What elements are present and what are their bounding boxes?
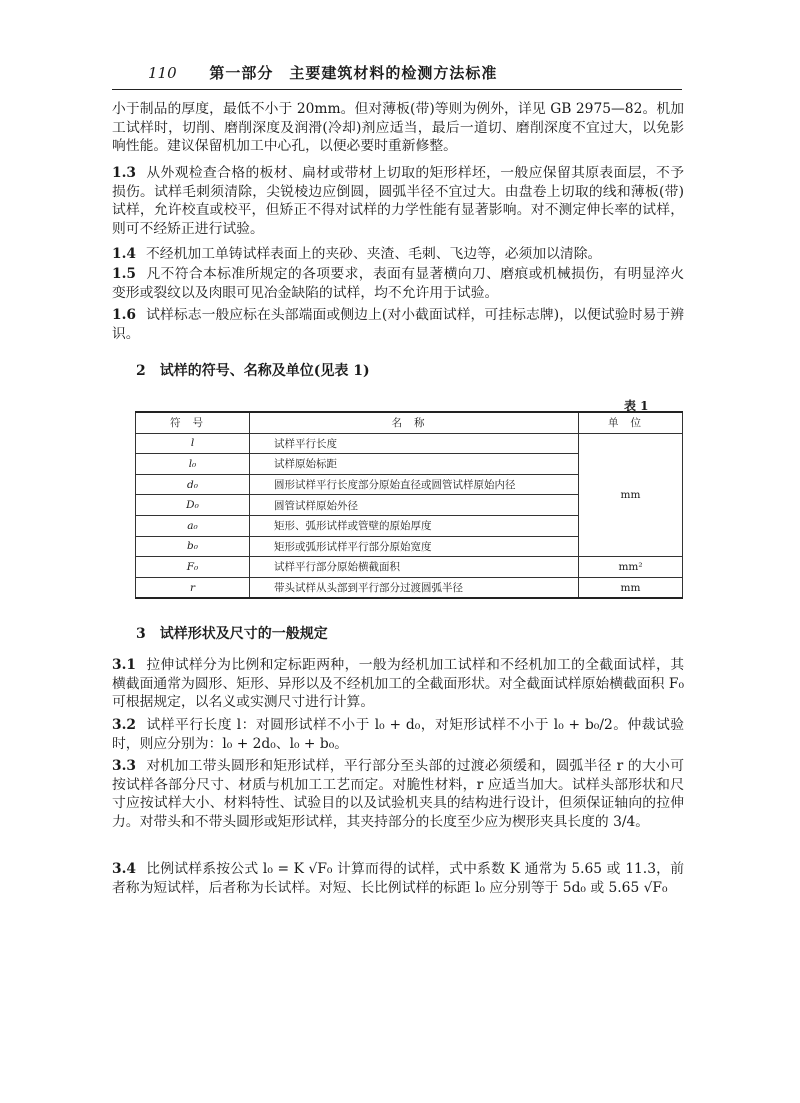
clause-number: 1.4 [112, 246, 137, 262]
clause-number: 1.5 [112, 266, 137, 282]
header-unit: 单位 [579, 412, 683, 433]
unit-cell-r: mm [579, 577, 683, 598]
paragraph-3-1 [112, 656, 684, 712]
clause-number: 3.2 [112, 717, 137, 733]
header-rule [112, 89, 682, 90]
paragraph-1-6 [112, 306, 684, 343]
table-row [136, 557, 683, 578]
name-cell: 矩形、弧形试样或管壁的原始厚度 [250, 515, 579, 536]
clause-number: 1.3 [112, 165, 137, 181]
paragraph-text: 试样平行长度 l：对圆形试样不小于 l₀ + d₀，对矩形试样不小于 l₀ + b₀/2。仲裁试验时，则应分别为：l₀ + 2d₀、l₀ + b₀。 [112, 717, 684, 752]
page-number: 110 [148, 64, 177, 82]
symbols-table [135, 411, 683, 599]
paragraph-text: 试样标志一般应标在头部端面或侧边上(对小截面试样，可挂标志牌)，以便试验时易于辨识。 [112, 307, 684, 342]
paragraph-3-3 [112, 757, 684, 831]
unit-cell-area: mm² [579, 557, 683, 578]
section-number: 2 [136, 363, 146, 379]
running-title: 第一部分 主要建筑材料的检测方法标准 [209, 64, 498, 82]
name-cell: 试样平行长度 [250, 433, 579, 454]
section-3-heading [136, 623, 328, 643]
clause-number: 3.4 [112, 861, 137, 877]
paragraph-text: 对机加工带头圆形和矩形试样，平行部分至头部的过渡必须缓和，圆弧半径 r 的大小可按试样各部分尺寸、材质与机加工工艺而定。对脆性材料，r 应适当加大。试样头部形状和尺寸应按试样大小、材料特性、试验目的以及试验机夹具的结构进行设计，但须保证轴向的拉伸力。对带头和不带头圆形或矩形试样，其夹持部分的长度至少应为楔形夹具长度的 3/4。 [112, 758, 684, 830]
symbol-cell: b₀ [136, 536, 250, 557]
table-row [136, 433, 683, 454]
paragraph-1-3 [112, 164, 684, 238]
paragraph-continued [112, 100, 684, 156]
name-cell: 试样原始标距 [250, 454, 579, 475]
section-2-heading [136, 360, 370, 380]
header-name: 名称 [250, 412, 579, 433]
section-title: 试样的符号、名称及单位(见表 1) [159, 363, 370, 379]
symbol-cell: a₀ [136, 515, 250, 536]
clause-number: 3.1 [112, 657, 137, 673]
symbol-cell: l₀ [136, 454, 250, 475]
clause-number: 1.6 [112, 307, 137, 323]
symbol-cell: r [136, 577, 250, 598]
paragraph-1-4 [112, 245, 684, 264]
name-cell: 圆管试样原始外径 [250, 495, 579, 516]
paragraph-text: 比例试样系按公式 l₀ = K √F₀ 计算而得的试样，式中系数 K 通常为 5.65 或 11.3，前者称为短试样，后者称为长试样。对短、长比例试样的标距 l₀ 应分别等于 5d₀ 或 5.65 √F₀ [112, 861, 684, 896]
symbol-cell: l [136, 433, 250, 454]
paragraph-text: 拉伸试样分为比例和定标距两种，一般为经机加工试样和不经机加工的全截面试样，其横截面通常为圆形、矩形、异形以及不经机加工的全截面形状。对全截面试样原始横截面积 F₀ 可根据规定，以名义或实测尺寸进行计算。 [112, 657, 684, 711]
section-number: 3 [136, 626, 146, 642]
symbol-cell: F₀ [136, 557, 250, 578]
paragraph-text: 不经机加工单铸试样表面上的夹砂、夹渣、毛刺、飞边等，必须加以清除。 [146, 246, 602, 262]
unit-cell-mm: mm [579, 433, 683, 557]
clause-number: 3.3 [112, 758, 137, 774]
symbol-cell: d₀ [136, 474, 250, 495]
paragraph-1-5 [112, 265, 684, 302]
paragraph-3-4 [112, 860, 684, 897]
name-cell: 试样平行部分原始横截面积 [250, 557, 579, 578]
table-row [136, 577, 683, 598]
paragraph-text: 凡不符合本标准所规定的各项要求，表面有显著横向刀、磨痕或机械损伤，有明显淬火变形或裂纹以及肉眼可见冶金缺陷的试样，均不允许用于试验。 [112, 266, 684, 301]
section-title: 试样形状及尺寸的一般规定 [159, 626, 328, 642]
name-cell: 圆形试样平行长度部分原始直径或圆管试样原始内径 [250, 474, 579, 495]
table-header-row [136, 412, 683, 433]
paragraph-3-2 [112, 716, 684, 753]
table-caption: 表 1 [624, 399, 649, 413]
name-cell: 矩形或弧形试样平行部分原始宽度 [250, 536, 579, 557]
paragraph-text: 小于制品的厚度，最低不小于 20mm。但对薄板(带)等则为例外，详见 GB 2975—82。机加工试样时，切削、磨削深度及润滑(冷却)剂应适当，最后一道切、磨削深度不宜过大，以免影响性能。建议保留机加工中心孔，以便必要时重新修整。 [112, 101, 684, 155]
name-cell: 带头试样从头部到平行部分过渡圆弧半径 [250, 577, 579, 598]
header-symbol: 符号 [136, 412, 250, 433]
page-header [148, 62, 668, 83]
paragraph-text: 从外观检查合格的板材、扁材或带材上切取的矩形样坯，一般应保留其原表面层，不予损伤。试样毛刺须清除，尖锐棱边应倒圆，圆弧半径不宜过大。由盘卷上切取的线和薄板(带)试样，允许校直或校平，但矫正不得对试样的力学性能有显著影响。对不测定伸长率的试样，则可不经矫正进行试验。 [112, 165, 684, 237]
symbol-cell: D₀ [136, 495, 250, 516]
